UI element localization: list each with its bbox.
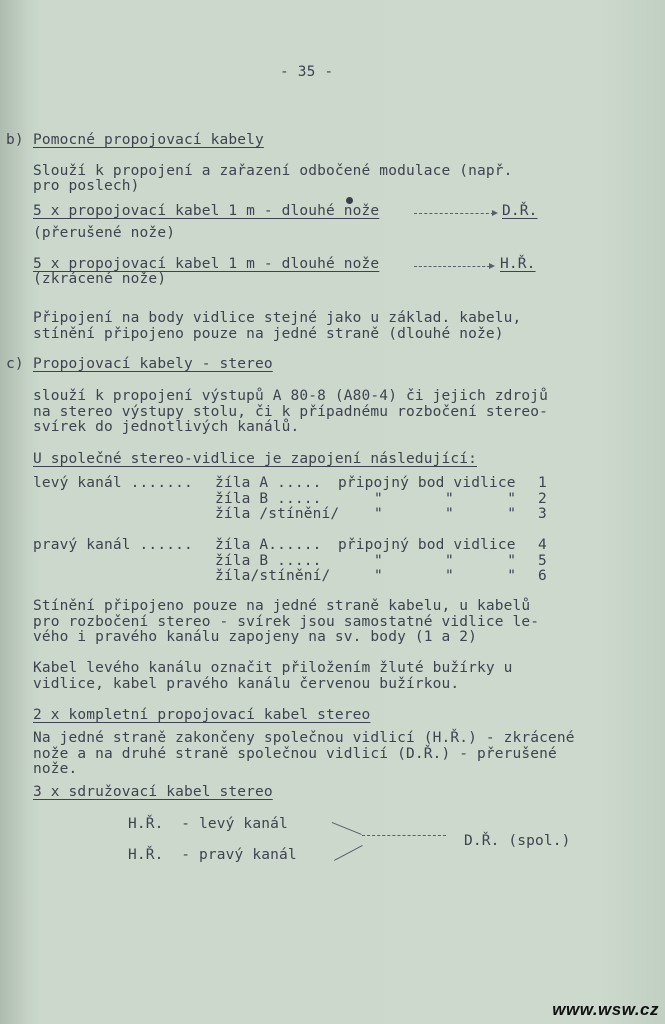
arrow-line xyxy=(414,213,494,214)
cable3-text-line: Na jedné straně zakončeny společnou vidlicí (H.Ř.) - zkrácené xyxy=(33,730,575,746)
pin-number: 3 xyxy=(538,506,547,522)
cable3-label: 2 x kompletní propojovací kabel stereo xyxy=(33,707,371,723)
ditto-marks: " " " xyxy=(374,568,517,584)
cable2-note: (zkrácené nože) xyxy=(33,271,167,287)
page-number: - 35 - xyxy=(280,64,334,80)
ditto-marks: " " " xyxy=(374,491,517,507)
cable1-target: D.Ř. xyxy=(502,203,538,219)
connection-point: připojný bod vidlice xyxy=(338,537,516,553)
shielding-para-line: pro rozbočení stereo - svírek jsou samostatné vidlice le- xyxy=(33,614,540,630)
section-c-para-line: svírek do jednotlivých kanálů. xyxy=(33,419,300,435)
connector-line xyxy=(362,835,446,836)
site-watermark: www.wsw.cz xyxy=(552,1000,659,1019)
section-b-marker: b) xyxy=(6,132,24,148)
left-channel-label: levý kanál ....... xyxy=(33,475,193,491)
section-b-intro-line: pro poslech) xyxy=(33,178,140,194)
diagram-left-top: H.Ř. - levý kanál xyxy=(128,816,288,832)
wire-name: žíla/stínění/ xyxy=(215,568,331,584)
shielding-para-line: vého i pravého kanálu zapojeny na sv. body (1 a 2) xyxy=(33,629,477,645)
arrow-head-icon xyxy=(492,210,498,216)
section-b-heading: Pomocné propojovací kabely xyxy=(33,132,264,148)
right-channel-label: pravý kanál ...... xyxy=(33,537,193,553)
arrow-line xyxy=(414,266,490,267)
cable4-label: 3 x sdružovací kabel stereo xyxy=(33,784,273,800)
section-c-heading: Propojovací kabely - stereo xyxy=(33,356,273,372)
wiring-subheading: U společné stereo-vidlice je zapojení následující: xyxy=(33,451,477,467)
cable2-label: 5 x propojovací kabel 1 m - dlouhé nože xyxy=(33,256,380,272)
connection-point: připojný bod vidlice xyxy=(338,475,516,491)
diagram-right: D.Ř. (spol.) xyxy=(464,833,571,849)
section-c-para-line: na stereo výstupy stolu, či k případnému rozbočení stereo- xyxy=(33,404,549,420)
wire-name: žíla /stínění/ xyxy=(215,506,340,522)
connection-text-line: Připojení na body vidlice stejné jako u základ. kabelu, xyxy=(33,310,522,326)
ditto-marks: " " " xyxy=(374,553,517,569)
section-c-para-line: slouží k propojení výstupů A 80-8 (A80-4) či jejich zdrojů xyxy=(33,388,549,404)
pin-number: 6 xyxy=(538,568,547,584)
ditto-marks: " " " xyxy=(374,506,517,522)
cable1-label: 5 x propojovací kabel 1 m - dlouhé nože xyxy=(33,203,380,219)
diagram-left-bottom: H.Ř. - pravý kanál xyxy=(128,847,297,863)
cable1-note: (přerušené nože) xyxy=(33,225,176,241)
cable3-text-line: nože a na druhé straně společnou vidlicí (D.Ř.) - přerušené xyxy=(33,746,557,762)
marking-para-line: vidlice, kabel pravého kanálu červenou bužírkou. xyxy=(33,676,460,692)
cable3-text-line: nože. xyxy=(33,761,78,777)
wire-name: žíla B ..... xyxy=(215,553,322,569)
pin-number: 5 xyxy=(538,553,547,569)
section-b-intro-line: Slouží k propojení a zařazení odbočené modulace (např. xyxy=(33,163,513,179)
wire-name: žíla A...... xyxy=(215,537,322,553)
wire-name: žíla A ..... xyxy=(215,475,322,491)
pin-number: 1 xyxy=(538,475,547,491)
pin-number: 2 xyxy=(538,491,547,507)
section-c-marker: c) xyxy=(6,356,24,372)
marking-para-line: Kabel levého kanálu označit přiložením žluté bužírky u xyxy=(33,660,513,676)
cable2-target: H.Ř. xyxy=(500,256,536,272)
wire-name: žíla B ..... xyxy=(215,491,322,507)
shielding-para-line: Stínění připojeno pouze na jedné straně kabelu, u kabelů xyxy=(33,598,531,614)
pin-number: 4 xyxy=(538,537,547,553)
binding-edge xyxy=(0,0,26,1024)
arrow-head-icon xyxy=(489,263,495,269)
connection-text-line: stínění připojeno pouze na jedné straně (dlouhé nože) xyxy=(33,326,504,342)
